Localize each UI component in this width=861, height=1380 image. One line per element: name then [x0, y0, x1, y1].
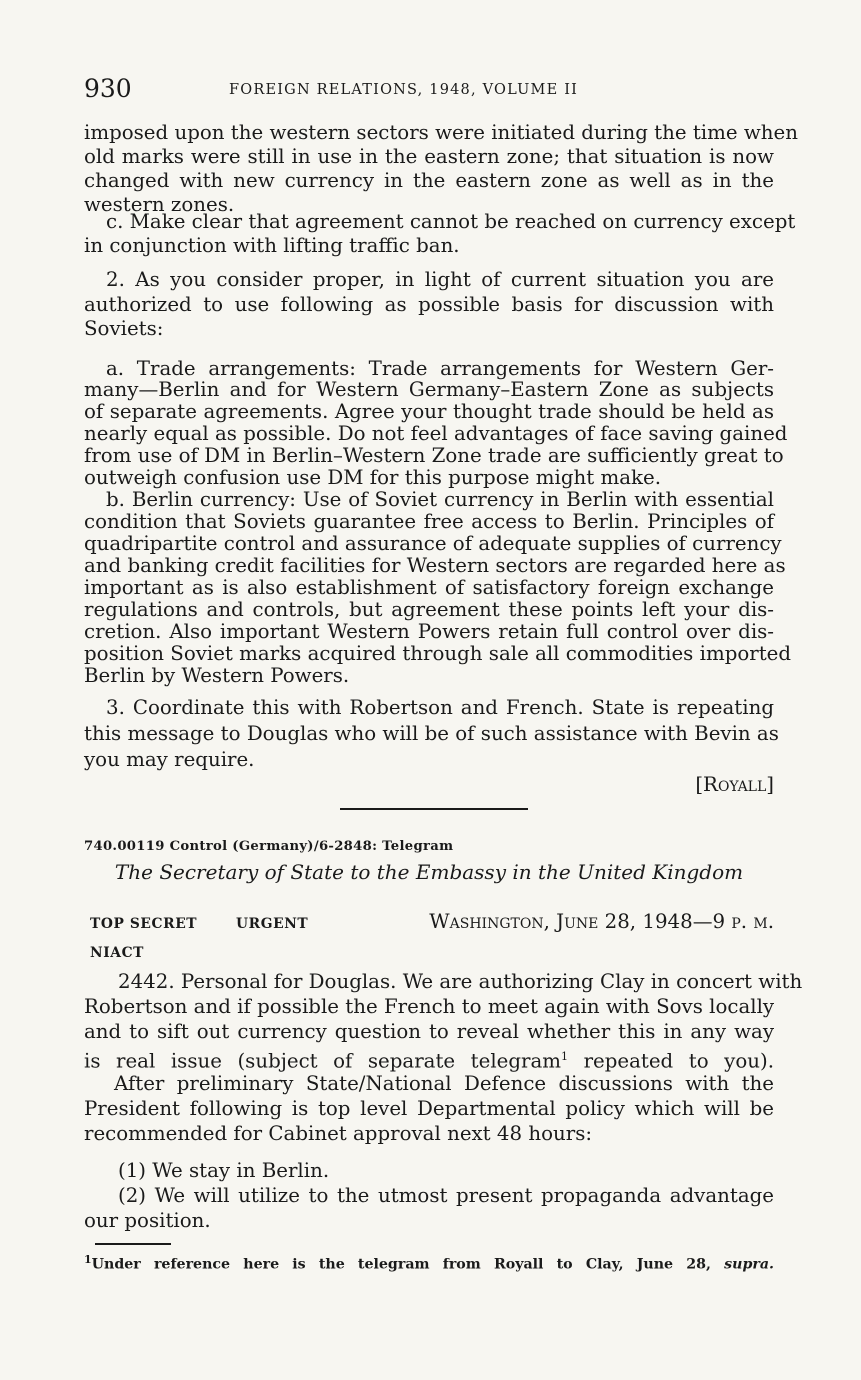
text-line: many—Berlin and for Western Germany–Eastern Zone as subjects: [84, 378, 774, 401]
priority: URGENT: [236, 916, 309, 932]
text-line: c. Make clear that agreement cannot be reached on currency except: [106, 210, 796, 233]
place-date: Washington, June 28, 1948—9 p. m.: [429, 910, 774, 933]
text-line: a. Trade arrangements: Trade arrangements for Western Ger-: [106, 357, 774, 380]
text-line: and to sift out currency question to reveal whether this in any way: [84, 1020, 774, 1043]
text-line: nearly equal as possible. Do not feel advantages of face saving gained: [84, 422, 788, 445]
text-line: from use of DM in Berlin–Western Zone trade are sufficiently great to: [84, 444, 784, 467]
signature: [Royall]: [695, 773, 774, 796]
niact-marker: NIACT: [90, 945, 145, 961]
text-line: quadripartite control and assurance of adequate supplies of currency: [84, 532, 782, 555]
page-number: 930: [84, 74, 132, 103]
text-line: outweigh confusion use DM for this purpose might make.: [84, 466, 662, 489]
text-line: (1) We stay in Berlin.: [118, 1159, 330, 1182]
text-line: of separate agreements. Agree your thought trade should be held as: [84, 400, 774, 423]
text-line: Robertson and if possible the French to meet again with Sovs locally: [84, 995, 775, 1018]
text-line: 3. Coordinate this with Robertson and French. State is repeating: [106, 696, 774, 719]
text-line: 2. As you consider proper, in light of current situation you are: [106, 268, 774, 291]
section-divider: [340, 808, 528, 810]
classification: TOP SECRET: [90, 916, 198, 932]
text-line: 2442. Personal for Douglas. We are authorizing Clay in concert with: [118, 970, 803, 993]
text-line: [84, 1045, 774, 1074]
text-line: you may require.: [84, 748, 255, 771]
text-line: recommended for Cabinet approval next 48 hours:: [84, 1122, 593, 1145]
text-line: changed with new currency in the eastern zone as well as in the: [84, 169, 774, 192]
text-fragment: is real issue (subject of separate telegram: [84, 1049, 562, 1073]
text-line: authorized to use following as possible basis for discussion with: [84, 293, 774, 316]
file-reference: 740.00119 Control (Germany)/6-2848: Telegram: [84, 839, 454, 854]
running-title: FOREIGN RELATIONS, 1948, VOLUME II: [229, 82, 579, 98]
text-line: in conjunction with lifting traffic ban.: [84, 234, 460, 257]
text-line: After preliminary State/National Defence discussions with the: [114, 1072, 774, 1095]
text-line: important as is also establishment of satisfactory foreign exchange: [84, 576, 774, 599]
text-line: President following is top level Departmental policy which will be: [84, 1097, 774, 1120]
text-line: condition that Soviets guarantee free access to Berlin. Principles of: [84, 510, 774, 533]
text-line: this message to Douglas who will be of such assistance with Bevin as: [84, 722, 779, 745]
text-line: Berlin by Western Powers.: [84, 664, 350, 687]
page-header: [84, 72, 774, 112]
footnote-supra: supra.: [724, 1256, 774, 1273]
footnote-ref: 1: [561, 1050, 569, 1063]
text-fragment: repeated to you).: [583, 1049, 774, 1073]
text-line: our position.: [84, 1209, 211, 1232]
text-line: regulations and controls, but agreement these points left your dis-: [84, 598, 774, 621]
text-line: old marks were still in use in the eastern zone; that situation is now: [84, 145, 774, 168]
text-line: (2) We will utilize to the utmost present propaganda advantage: [118, 1184, 774, 1207]
footnote-marker: 1: [84, 1253, 92, 1266]
text-line: cretion. Also important Western Powers retain full control over dis-: [84, 620, 774, 643]
text-line: b. Berlin currency: Use of Soviet currency in Berlin with essential: [106, 488, 774, 511]
text-line: Soviets:: [84, 317, 164, 340]
document-title: The Secretary of State to the Embassy in the United Kingdom: [114, 860, 744, 884]
text-line: and banking credit facilities for Western sectors are regarded here as: [84, 554, 786, 577]
footnote: [84, 1250, 774, 1275]
footnote-text: Under reference here is the telegram from Royall to Clay, June 28,: [91, 1256, 711, 1273]
footnote-rule: [95, 1243, 171, 1245]
text-line: imposed upon the western sectors were initiated during the time when: [84, 121, 798, 144]
text-line: western zones.: [84, 193, 235, 216]
text-line: position Soviet marks acquired through sale all commodities imported: [84, 642, 792, 665]
